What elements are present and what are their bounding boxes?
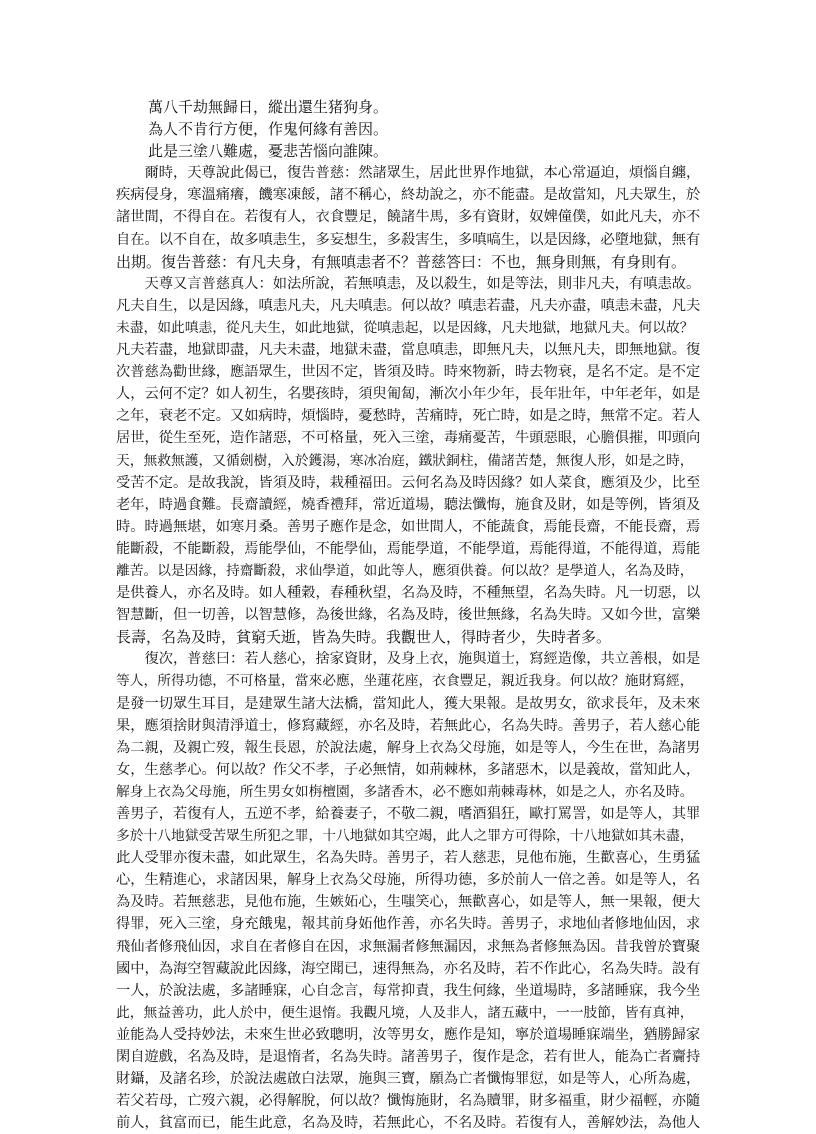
body-line: 長壽，名為及時，貧窮夭逝，皆為失時。我觀世人，得時者少，失時者多。 (116, 628, 612, 647)
body-line: 是供養人，亦名及時。如人種穀，春種秋望，名為及時，不種無望，名為失時。凡一切惡，以 (116, 585, 701, 602)
body-line: 能斷殺，不能斷殺，焉能學仙，不能學仙，焉能學道，不能學道，焉能得道，不能得道，焉能 (116, 540, 701, 557)
body-line: 並能為人受持妙法，未來生世必致聰明，汝等男女，應作是知，寧於道場睡寐端坐，猶勝歸家 (116, 1026, 701, 1043)
body-line: 次普慈為勸世緣，應語眾生，世因不定，皆須及時。時來物新，時去物衰，是名不定。是不定 (116, 364, 701, 381)
body-line: 天尊又言普慈真人：如法所說，若無嗔恚，及以殺生，如是等法，則非凡夫，有嗔恚故。 (116, 275, 701, 292)
body-line: 為及時。若無慈悲，見他布施，生嫉妬心，生嗤笑心，無歡喜心，如是等人，無一果報，便大 (116, 894, 701, 911)
body-line: 復次，普慈曰：若人慈心，捨家資財，及身上衣，施與道士，寫經造像，共立善根，如是 (116, 651, 701, 668)
body-line: 出期。復告普慈：有凡夫身，有無嗔恚者不？普慈答曰：不也，無身則無，有身則有。 (116, 252, 687, 271)
body-line: 天，無救無護，又循劍樹，入於鑊湯，寒冰冶庭，鐵狀銅柱，備諸苦楚，無復人形，如是之時， (116, 452, 694, 469)
body-line: 此，無益善功，此人於中，便生退惰。我觀凡境，人及非人，諸五藏中，一一肢節，皆有真神， (116, 1004, 694, 1021)
body-line: 爾時，天尊說此偈已，復告普慈：然諸眾生，居此世界作地獄，本心常逼迫，煩惱自纏， (116, 165, 701, 182)
body-line: 凡夫自生，以是因緣，嗔恚凡夫，凡夫嗔恚。何以故？嗔恚若盡，凡夫亦盡，嗔恚未盡，凡夫 (116, 297, 701, 314)
body-line: 解身上衣為父母施，所生男女如栴檀園，多諸香木，必不應如荊棘毒林，如是之人，亦名及時。 (116, 783, 694, 800)
body-line: 人，云何不定？如人初生，名嬰孩時，須臾匍匐，漸次小年少年，長年壯年，中年老年，如是 (116, 386, 701, 403)
body-line: 一人，於說法處，多諸睡寐，心自念言，每常抑責，我生何緣，坐道場時，多諸睡寐，我今坐 (116, 982, 701, 999)
body-line: 智慧斷，但一切善，以智慧修，為後世緣，名為及時，後世無緣，名為失時。又如今世，富樂 (116, 607, 701, 624)
body-line: 前人，貧富而已，能生此意，名為及時，若無此心，不名及時。若復有人，善解妙法，為他人 (116, 1115, 701, 1132)
body-line: 老年，時過食難。長齋讀經，燒香禮拜，常近道場，聽法懺悔，施食及財，如是等例，皆須及 (116, 496, 701, 513)
body-line: 未盡，如此嗔恚，從凡夫生，如此地獄，從嗔恚起，以是因緣，凡夫地獄，地獄凡夫。何以故？ (116, 319, 694, 336)
body-line: 多於十八地獄受苦眾生所犯之罪，十八地獄如其空竭，此人之罪方可得除，十八地獄如其未盡， (116, 828, 694, 845)
body-line: 自在。以不自在，故多嗔恚生，多妄想生，多殺害生，多嗔嗃生，以是因緣，必墮地獄，無有 (116, 231, 701, 248)
verse-line: 為人不肯行方便，作鬼何緣有善因。 (148, 120, 389, 139)
body-line: 凡夫若盡，地獄即盡，凡夫未盡，地獄未盡，當息嗔恚，即無凡夫，以無凡夫，即無地獄。復 (116, 342, 701, 359)
body-line: 財鑷，及諸名珍，於說法處啟白法眾，施與三寶，願為亡者懺悔罪愆，如是等人，心所為處， (116, 1071, 701, 1088)
body-line: 疾病侵身，寒溫痛癢，饑寒凍餒，諸不稱心，終劫說之，亦不能盡。是故當知，凡夫眾生，於 (116, 187, 701, 204)
body-line: 國中，為海空智藏說此因緣，海空聞已，速得無為，亦名及時，若不作此心，名為失時。設有 (116, 960, 701, 977)
body-line: 得罪，死入三塗，身充餓鬼，報其前身妬他作善，亦名失時。善男子，求地仙者修地仙因，求 (116, 916, 701, 933)
body-line: 等人，所得功德，不可格量，當來必應，坐蓮花座，衣食豐足，親近我身。何以故？施財寫經， (116, 673, 694, 690)
body-line: 飛仙者修飛仙因，求自在者修自在因，求無漏者修無漏因，求無為者修無為因。昔我曾於寶聚 (116, 938, 701, 955)
body-line: 之年，衰老不定。又如病時，煩惱時，憂愁時，苦痛時，死亡時，如是之時，無常不定。若人 (116, 408, 701, 425)
body-paragraphs (116, 162, 702, 1134)
body-line: 是發一切眾生耳目，是建眾生諸大法橋，當知此人，獲大果報。是故男女，欲求長年，及未來 (116, 695, 701, 712)
body-line: 居世，從生至死，造作諸惡，不可格量，死入三塗，毒痛憂苦，牛頭惡眼，心膽俱摧，叩頭向 (116, 430, 701, 447)
body-line: 為二親，及親亡歿，報生長恩，於說法處，解身上衣為父母施，如是等人，今生在世，為諸男 (116, 739, 701, 756)
body-line: 閑自遊戲，名為及時，是退惰者，名為失時。諸善男子，復作是念，若有世人，能為亡者齎持 (116, 1049, 701, 1066)
verse-line: 萬八千劫無歸日，縱出還生猪狗身。 (148, 98, 389, 116)
scripture-text (116, 96, 702, 1134)
body-line: 諸世間，不得自在。若復有人，衣食豐足，饒諸牛馬，多有資財，奴婢僮僕，如此凡夫，亦不 (116, 209, 701, 226)
body-line: 此人受罪亦復未盡，如此眾生，名為失時。善男子，若人慈悲，見他布施，生歡喜心，生勇猛 (116, 850, 701, 867)
body-line: 心，生精進心，求諸因果，解身上衣為父母施，所得功德，多於前人一倍之善。如是等人，名 (116, 872, 701, 889)
body-line: 果，應須捨財與清淨道士，修寫藏經，亦名及時，若無此心，名為失時。善男子，若人慈心能 (116, 717, 701, 734)
body-line: 受苦不定。是故我說，皆須及時，栽種福田。云何名為及時因緣？如人菜食，應須及少，比至 (116, 474, 701, 491)
body-line: 若父若母，亡歿六親，必得解脫，何以故？懺悔施財，名為贖罪，財多福重，財少福輕，亦隨 (116, 1093, 701, 1110)
body-line: 善男子，若復有人，五逆不孝，給養妻子，不敬二親，嗜酒猖狂，歐打罵詈，如是等人，其罪 (116, 806, 701, 822)
body-line: 女，生慈孝心。何以故？作父不孝，子必無情，如荊棘林，多諸惡木，以是義故，當知此人， (116, 761, 701, 778)
body-line: 時。時過無堪，如寒月桑。善男子應作是念，如世間人，不能蔬食，焉能長齋，不能長齋，焉 (116, 518, 701, 535)
verse-line: 此是三塗八難處，憂悲苦惱向誰陳。 (148, 142, 389, 161)
body-line: 離苦。以是因緣，持齋斷殺，求仙學道，如此等人，應須供養。何以故？是學道人，名為及時， (116, 562, 694, 579)
